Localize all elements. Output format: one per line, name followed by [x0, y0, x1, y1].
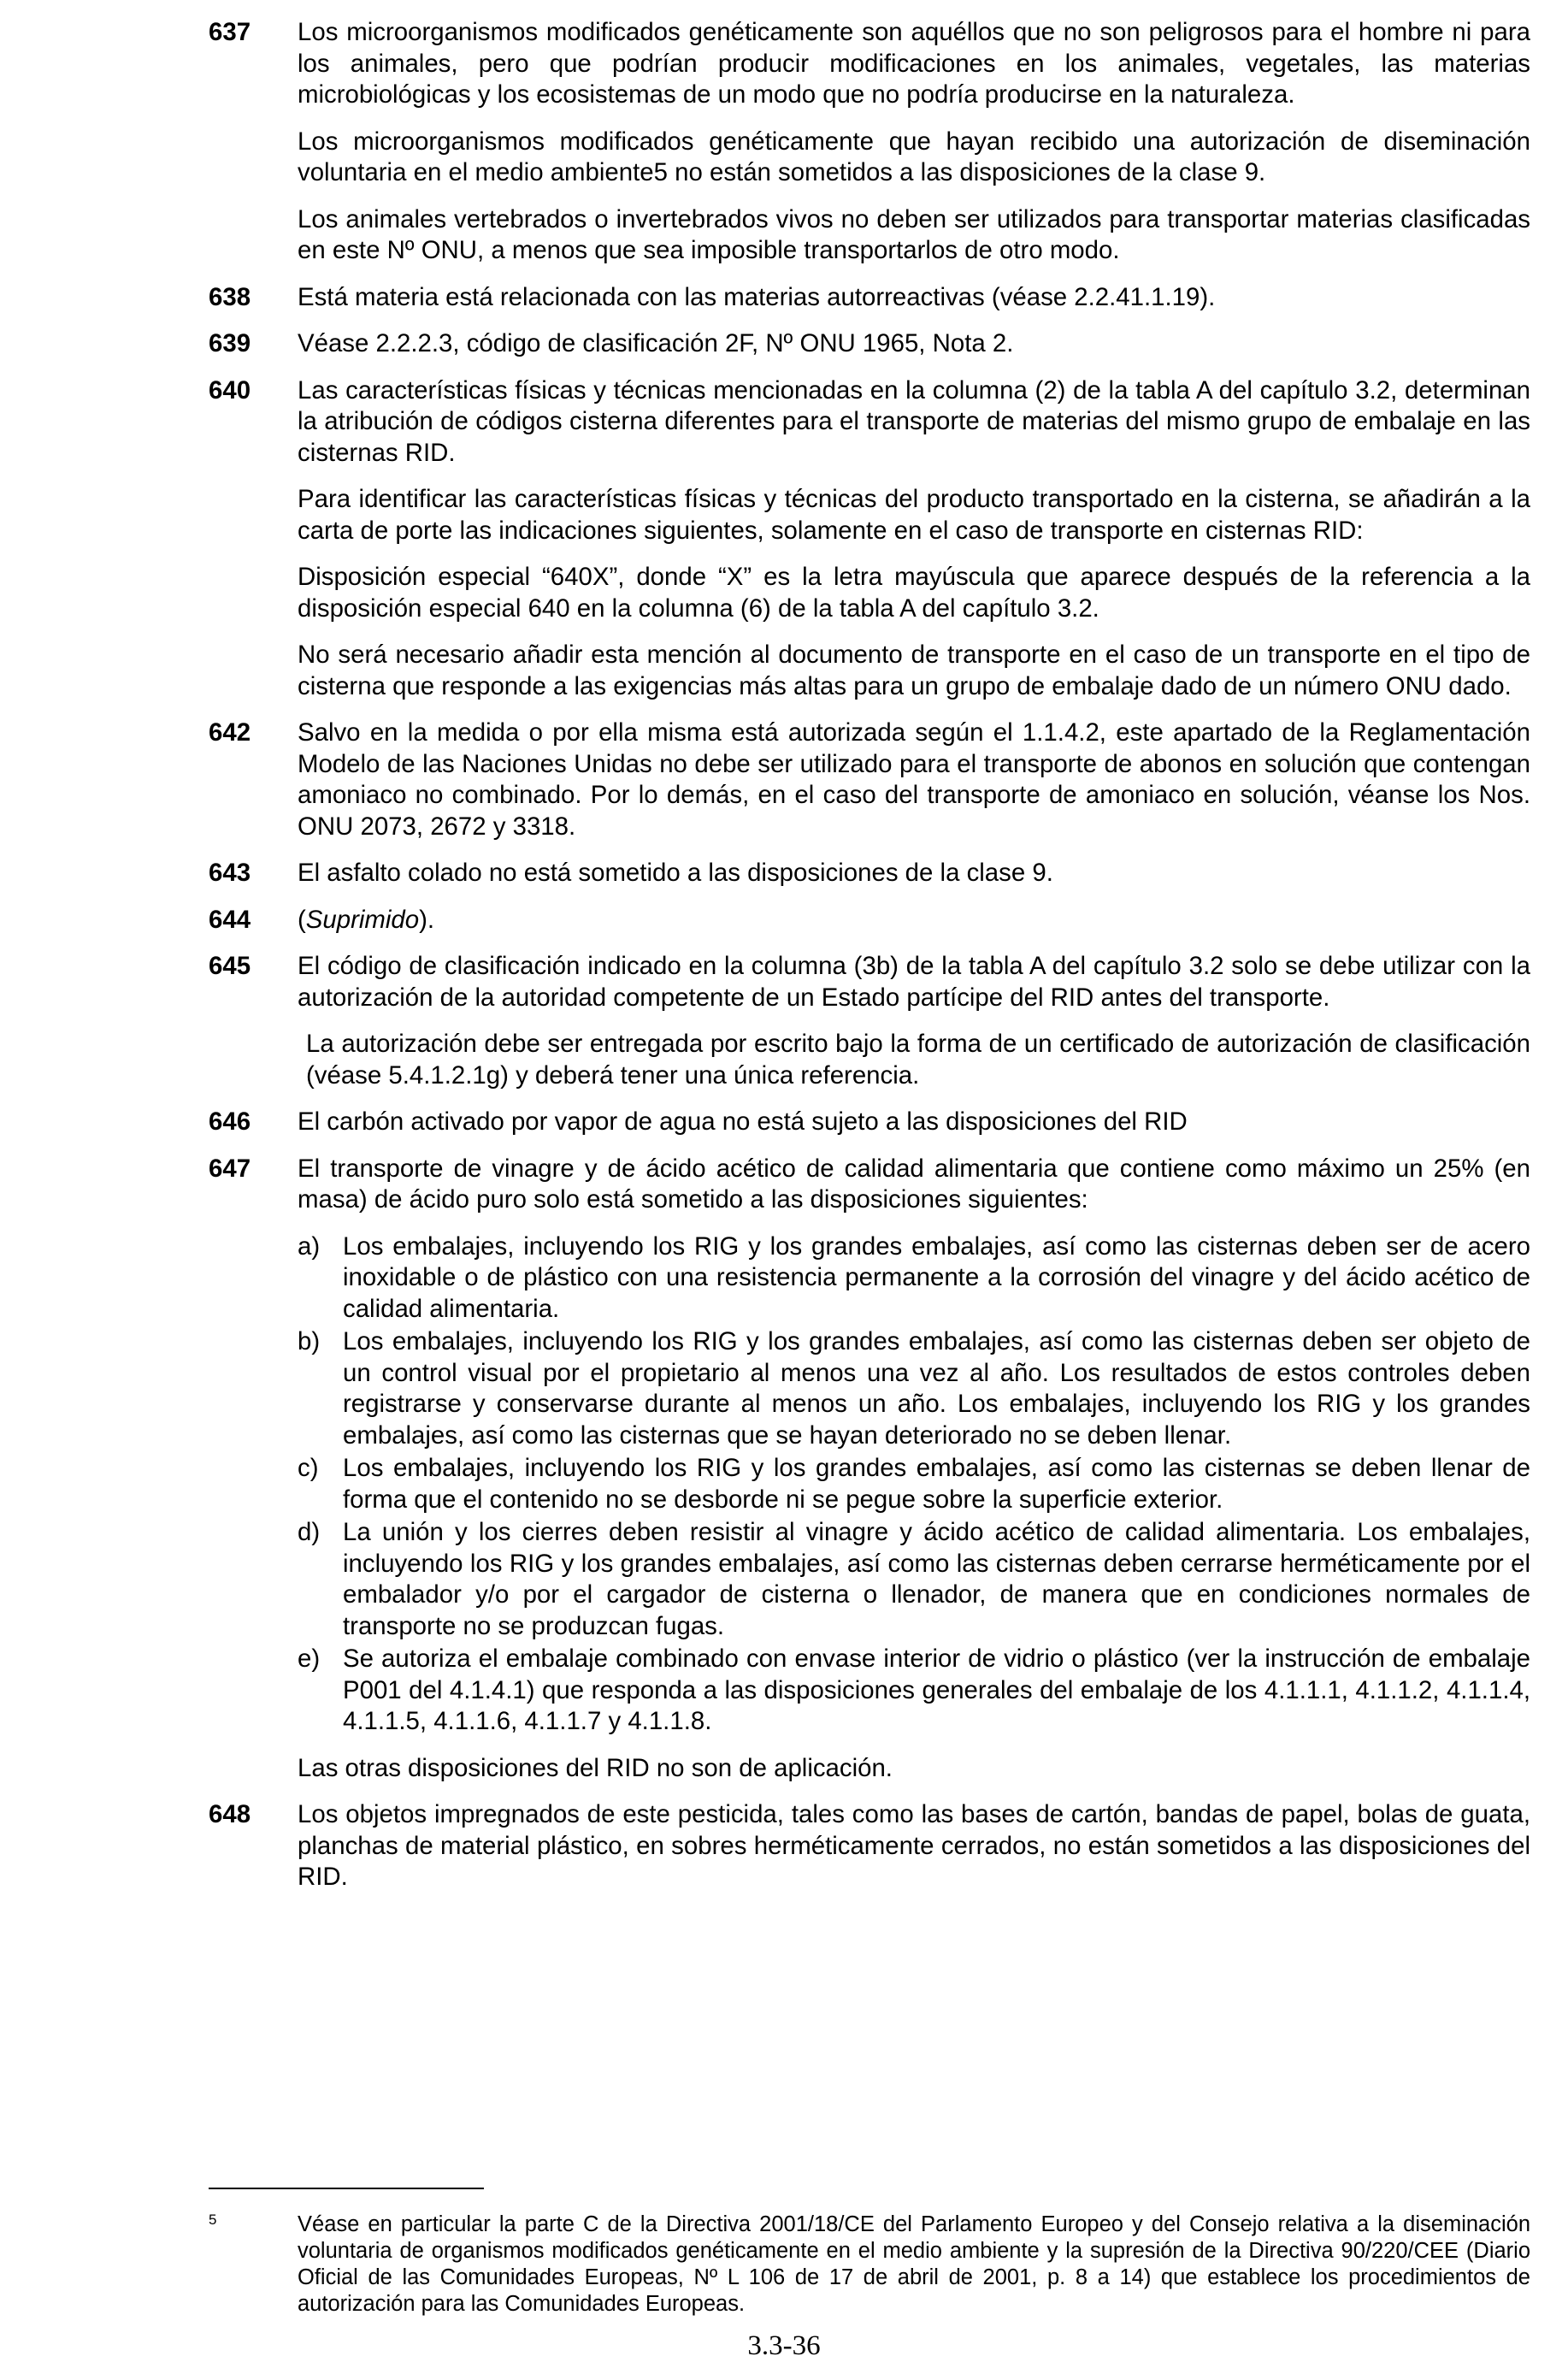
provision-642 — [209, 718, 1530, 842]
provision-number: 645 — [209, 952, 251, 980]
provision-647 — [209, 1154, 1530, 1785]
provision-paragraph: Salvo en la medida o por ella misma está autorizada según el 1.1.4.2, este apartado de la Reglamentación Modelo de las Naciones Unidas no debe ser utilizado para el transporte de abonos en solución que contengan amoniaco no combinado. Por lo demás, en el caso del transporte de amoniaco en solución, véanse los Nos. ONU 2073, 2672 y 3318. — [298, 718, 1530, 841]
list-item — [298, 1517, 1530, 1642]
list-item-text: Los embalajes, incluyendo los RIG y los grandes embalajes, así como las cisternas deben ser de acero inoxidable o de plástico con una resistencia permanente a la corrosión del vinagre y del ácido acético de calidad alimentaria. — [343, 1231, 1530, 1323]
provision-646 — [209, 1107, 1530, 1138]
list-item — [298, 1326, 1530, 1451]
provision-number: 637 — [209, 18, 251, 46]
provision-paragraph: Para identificar las características físicas y técnicas del producto transportado en la cisterna, se añadirán a la carta de porte las indicaciones siguientes, solamente en el caso de transporte en cisternas RID: — [298, 485, 1530, 545]
provision-outro: Las otras disposiciones del RID no son de aplicación. — [298, 1753, 893, 1782]
provision-paragraph: No será necesario añadir esta mención al documento de transporte en el caso de un transporte en el tipo de cisterna que responde a las exigencias más altas para un grupo de embalaje dado de un número ONU dado. — [298, 641, 1530, 700]
provision-paragraph: El asfalto colado no está sometido a las disposiciones de la clase 9. — [298, 859, 1053, 887]
list-item-label: e) — [298, 1645, 321, 1673]
provision-paragraph: El código de clasificación indicado en la columna (3b) de la tabla A del capítulo 3.2 solo se debe utilizar con la autorización de la autoridad competente de un Estado partícipe del RID antes del transporte. — [298, 952, 1530, 1012]
provision-number: 646 — [209, 1107, 251, 1136]
provision-645 — [209, 951, 1530, 1091]
provision-paragraph: Véase 2.2.2.3, código de clasificación 2F, Nº ONU 1965, Nota 2. — [298, 329, 1014, 357]
provision-648 — [209, 1799, 1530, 1893]
provision-intro: El transporte de vinagre y de ácido acético de calidad alimentaria que contiene como máximo un 25% (en masa) de ácido puro solo está sometido a las disposiciones siguientes: — [298, 1154, 1530, 1214]
provision-paragraph: Los microorganismos modificados genéticamente son aquéllos que no son peligrosos para el hombre ni para los animales, pero que podrían producir modificaciones en los animales, vegetales, las materias microbiológicas y los ecosistemas de un modo que no podría producirse en la naturaleza. — [298, 18, 1530, 109]
special-provisions-list — [209, 17, 1530, 1909]
provision-paragraph: El carbón activado por vapor de agua no está sujeto a las disposiciones del RID — [298, 1107, 1188, 1136]
provision-paragraph: La autorización debe ser entregada por escrito bajo la forma de un certificado de autorización de clasificación (véase 5.4.1.2.1g) y deberá tener una única referencia. — [306, 1030, 1530, 1090]
provision-number: 638 — [209, 282, 251, 311]
provision-sublist — [298, 1231, 1530, 1738]
list-item — [298, 1644, 1530, 1738]
list-item-text: La unión y los cierres deben resistir al vinagre y ácido acético de calidad alimentaria. Los embalajes, incluyendo los RIG y los grandes embalajes, así como las cisternas deben cerrarse herméticamente por el embalador y/o por el cargador de cisterna o llenador, de manera que en condiciones normales de transporte no se produzcan fugas. — [343, 1518, 1530, 1640]
provision-637 — [209, 17, 1530, 267]
list-item-label: c) — [298, 1454, 319, 1482]
provision-paragraph: Las características físicas y técnicas mencionadas en la columna (2) de la tabla A del capítulo 3.2, determinan la atribución de códigos cisterna diferentes para el transporte de materias del mismo grupo de embalaje en las cisternas RID. — [298, 375, 1530, 467]
list-item-text: Se autoriza el embalaje combinado con envase interior de vidrio o plástico (ver la instrucción de embalaje P001 del 4.1.4.1) que responda a las disposiciones generales del embalaje de los 4.1.1.1, 4.1.1.2, 4.1.1.4, 4.1.1.5, 4.1.1.6, 4.1.1.7 y 4.1.1.8. — [343, 1645, 1530, 1735]
list-item-text: Los embalajes, incluyendo los RIG y los grandes embalajes, así como las cisternas se deben llenar de forma que el contenido no se desborde ni se pegue sobre la superficie exterior. — [343, 1454, 1530, 1514]
list-item-label: d) — [298, 1518, 321, 1546]
provision-number: 640 — [209, 375, 251, 405]
footnote-divider — [209, 2188, 484, 2189]
provision-paragraph: Disposición especial “640X”, donde “X” es la letra mayúscula que aparece después de la referencia a la disposición especial 640 en la columna (6) de la tabla A del capítulo 3.2. — [298, 563, 1530, 623]
provision-paragraph: Los animales vertebrados o invertebrados vivos no deben ser utilizados para transportar materias clasificadas en este Nº ONU, a menos que sea imposible transportarlos de otro modo. — [298, 204, 1530, 264]
footnote-text: Véase en particular la parte C de la Directiva 2001/18/CE del Parlamento Europeo y del Consejo relativa a la diseminación voluntaria de organismos modificados genéticamente en el medio ambiente y la supresión de la Directiva 90/220/CEE (Diario Oficial de las Comunidades Europeas, Nº L 106 de 17 de abril de 2001, p. 8 a 14) que establece los procedimientos de autorización para las Comunidades Europeas. — [298, 2212, 1530, 2316]
provision-paragraph: Está materia está relacionada con las materias autorreactivas (véase 2.2.41.1.19). — [298, 282, 1216, 311]
provision-644 — [209, 905, 1530, 936]
provision-number: 644 — [209, 905, 251, 934]
provision-643 — [209, 858, 1530, 889]
list-item — [298, 1231, 1530, 1326]
provision-number: 648 — [209, 1800, 251, 1828]
list-item — [298, 1453, 1530, 1515]
footnote — [209, 2212, 1530, 2318]
list-item-label: b) — [298, 1327, 321, 1355]
provision-number: 639 — [209, 329, 251, 357]
provision-paragraph — [298, 905, 1530, 936]
provision-640 — [209, 375, 1530, 703]
provision-639 — [209, 328, 1530, 360]
list-item-text: Los embalajes, incluyendo los RIG y los grandes embalajes, así como las cisternas deben ser objeto de un control visual por el propietario al menos una vez al año. Los resultados de estos controles deben registrarse y conservarse durante al menos un año. Los embalajes, incluyendo los RIG y los grandes embalajes, así como las cisternas que se hayan deteriorado no se deben llenar. — [343, 1327, 1530, 1450]
footnote-marker: 5 — [209, 2212, 217, 2228]
suppressed-note: (Suprimido). — [298, 905, 435, 934]
list-item-label: a) — [298, 1231, 321, 1261]
page-number: 3.3-36 — [747, 2330, 821, 2361]
provision-number: 647 — [209, 1154, 251, 1183]
provision-number: 642 — [209, 718, 251, 747]
provision-paragraph: Los objetos impregnados de este pesticida, tales como las bases de cartón, bandas de papel, bolas de guata, planchas de material plástico, en sobres herméticamente cerrados, no están sometidos a las disposiciones del RID. — [298, 1800, 1530, 1891]
provision-638 — [209, 282, 1530, 314]
provision-paragraph: Los microorganismos modificados genéticamente que hayan recibido una autorización de diseminación voluntaria en el medio ambiente5 no están sometidos a las disposiciones de la clase 9. — [298, 127, 1530, 186]
provision-number: 643 — [209, 859, 251, 887]
